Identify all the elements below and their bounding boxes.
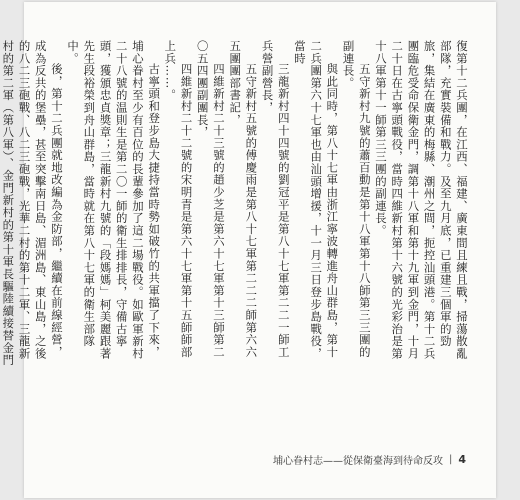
paragraph-8: 古寧頭和登步島大捷持當時勢如破竹的共軍擋了下來，埔心眷村至少有百位的長輩參加了這二場戰役。如歐軍新村二十八號的温則生是第二〇一師的衛生排排長，守備古寧頭，獲頒忠貞獎章；三龍新村九號的「段媽媽」柯美麗跟著先生段裕榮到舟山群島，當時就在第八十七軍的衛生部隊中。	[66, 40, 162, 360]
paragraph-1: 復第十二兵團，在江西、福建、廣東間且練且戰，掃蕩散亂部隊，充實裝備和戰力。及至九月底，已重建三個軍的勁旅，集結在廣東的梅縣、潮州之間，扼控汕頭港。第十二兵團臨危受命保衛金門，調第十八軍和第十九軍到金門，十月二十日在古寧頭戰役，當時四維新村第十六號的光彩治是第十八軍第十一師第三三團的副連長。	[373, 40, 469, 360]
page-footer	[273, 452, 466, 467]
paragraph-5: 五守新村五號的傅慶雨是第八十七軍第二二二師第六六五團團部書記，	[228, 40, 259, 358]
paragraph-7: 四維新村二十二號的宋明青是第六十七軍第十五師師部上兵……。	[163, 40, 194, 358]
paragraph-9: 後，第十二兵團就地改編為金防部，繼續在前線經營，成為反共的堡壘，甚至突擊南日島、湄洲島、東山島，之後的八二三砲戰、八二三砲戰，光華二村的第十二軍、三龍新村的第二軍（第八軍）、金門新村的第十軍長驅陸續接替金門	[1, 40, 64, 367]
footer-separator: |	[448, 454, 453, 465]
running-title: 埔心眷村志——從保衛臺海到待命反攻	[272, 456, 443, 467]
paragraph-2: 五守新村九號的蕭百動是第十八軍第十八師第三三團的副連長。	[341, 40, 372, 358]
paragraph-3: 與此同時，第八十七軍由浙江寧波轉進舟山群島，第十二兵團第六十七軍也由汕頭增援，十一月三日登步島戰役，當時	[292, 40, 340, 360]
book-page	[1, 2, 496, 498]
paragraph-6: 四維新村二十三號的趙少芝是第六十七軍第十三師第二〇五四團副團長，	[195, 40, 226, 358]
page-number: 4	[458, 453, 466, 466]
body-text	[1, 40, 470, 370]
paragraph-4: 三龍新村四十四號的劉冠平是第八十七軍第二二一師工兵營副營長，	[260, 40, 291, 358]
